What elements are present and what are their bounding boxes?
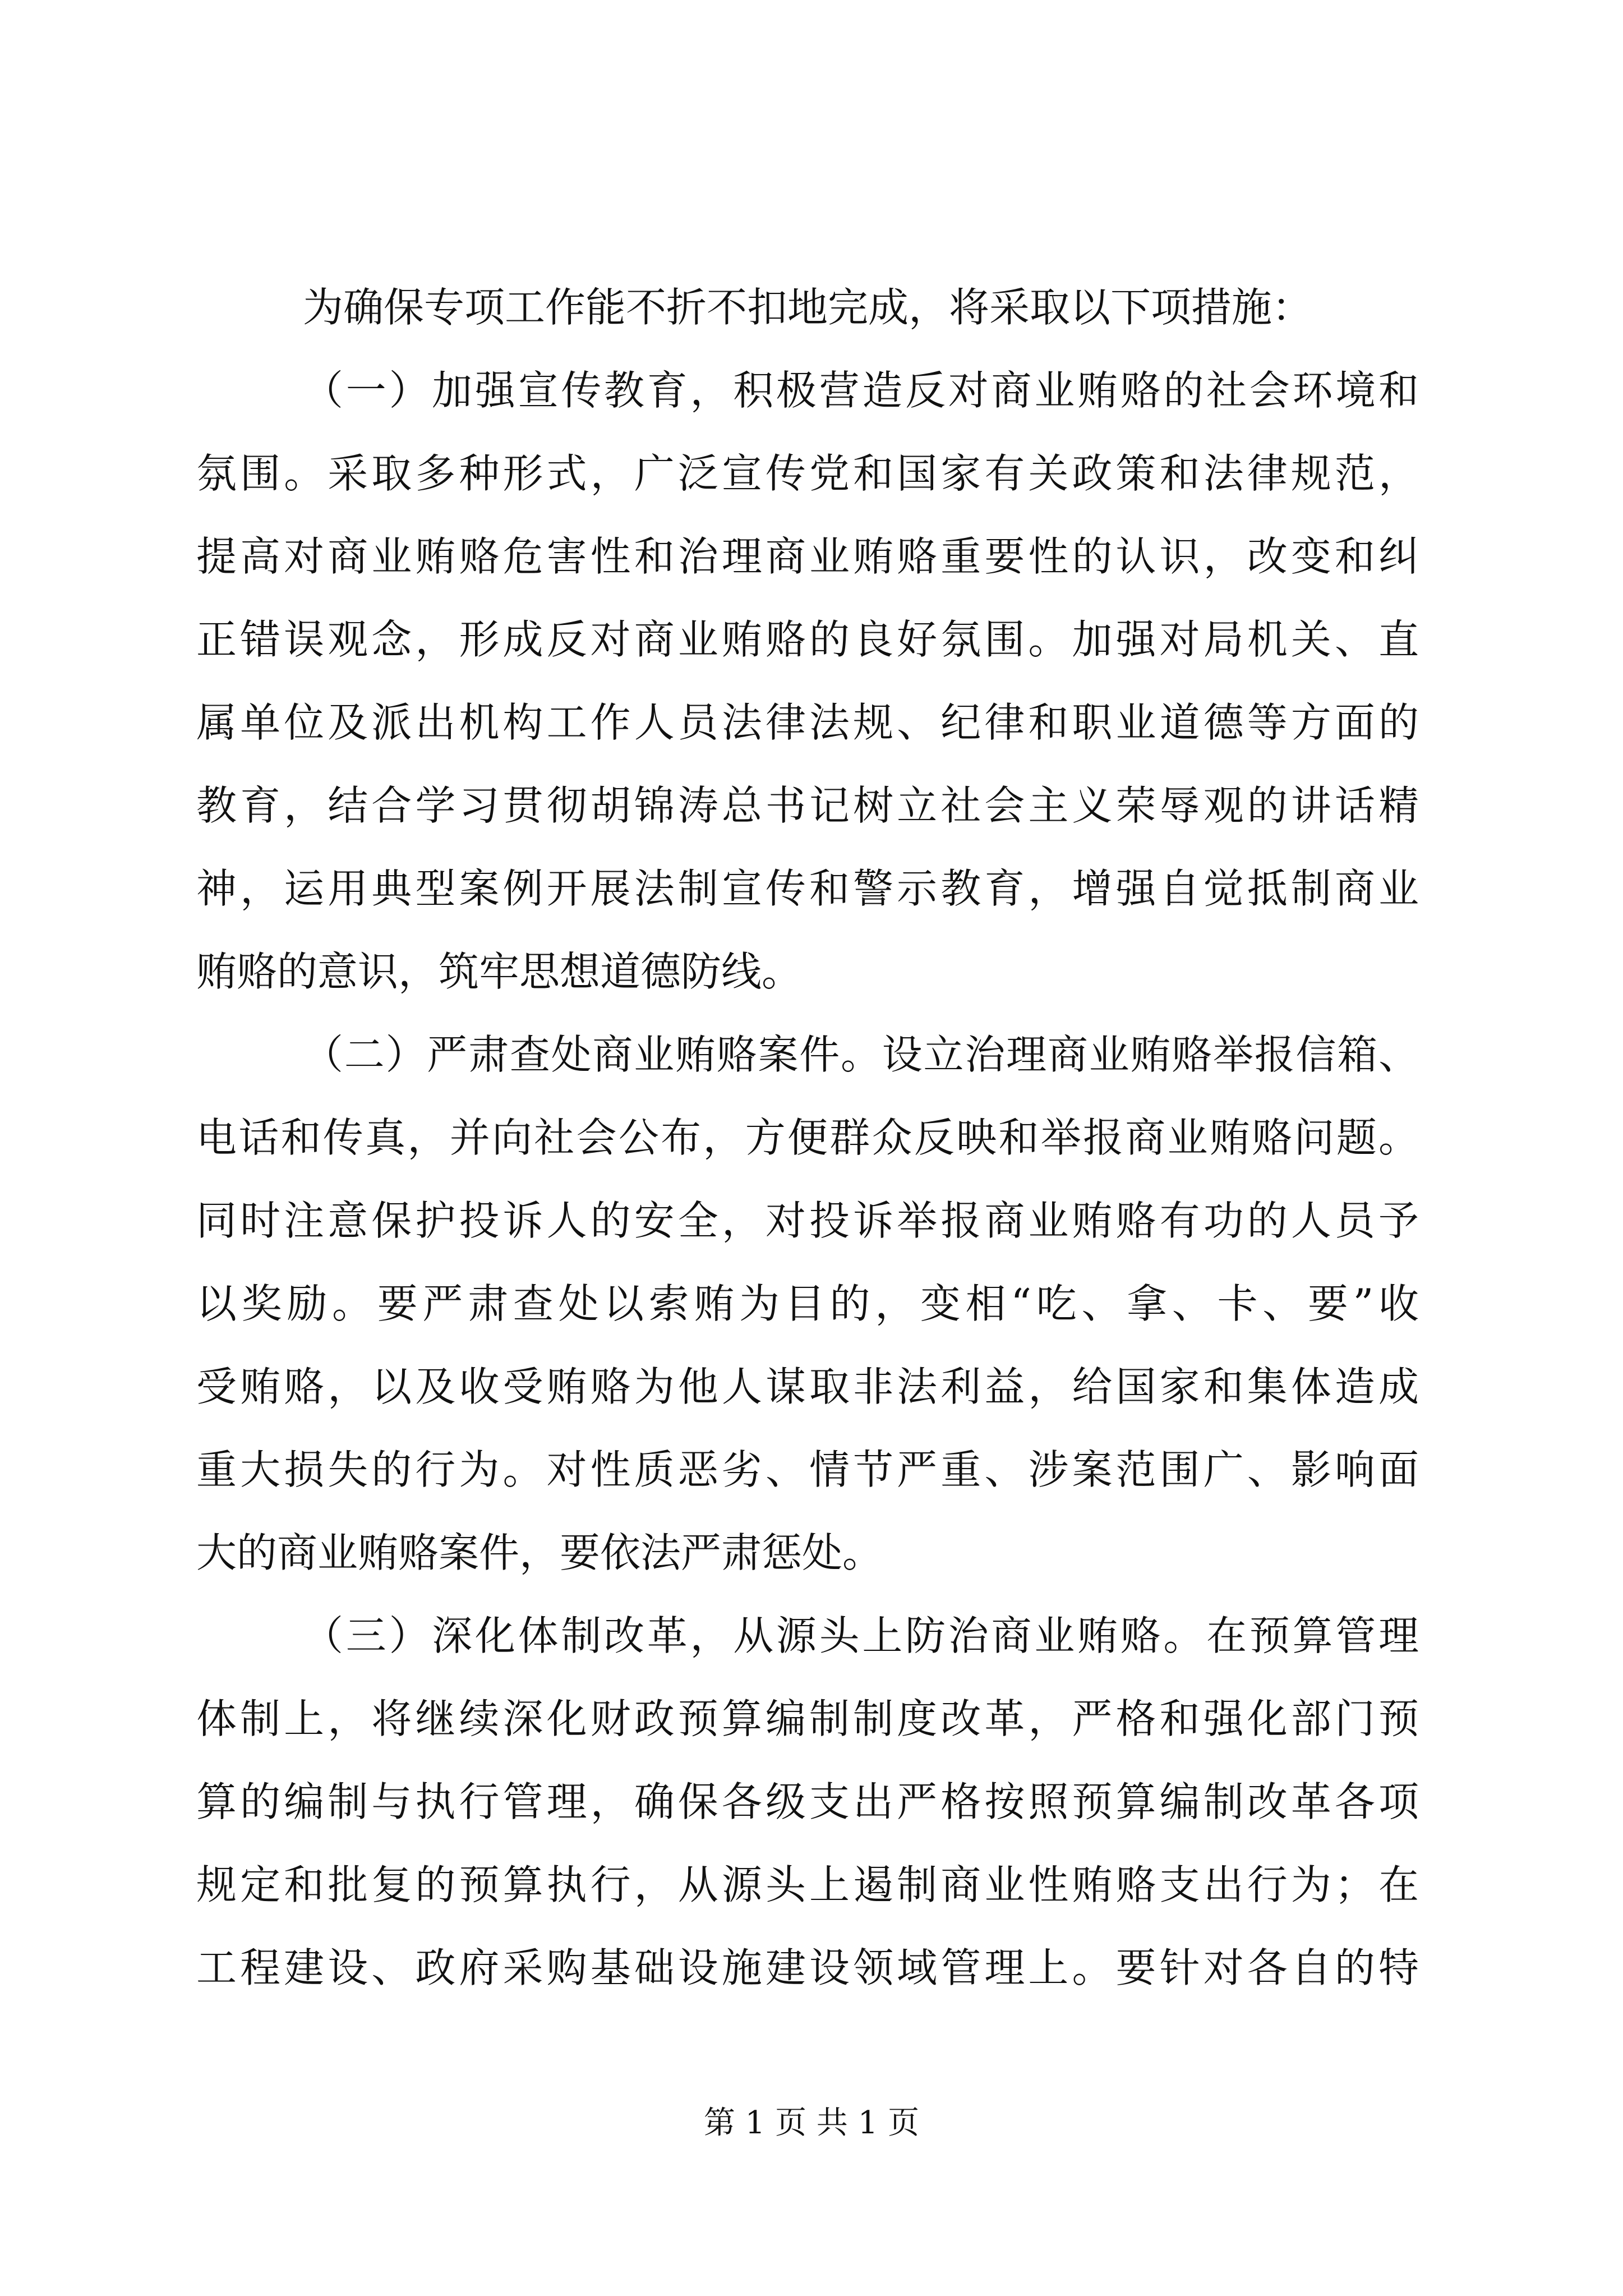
page-footer: 第 1 页 共 1 页 <box>703 2105 920 2141</box>
text-line: （一）加强宣传教育，积极营造反对商业贿赂的社会环境和 <box>303 367 1419 414</box>
text-line: 同时注意保护投诉人的安全，对投诉举报商业贿赂有功的人员予 <box>196 1197 1419 1244</box>
text-line: 工程建设、政府采购基础设施建设领域管理上。要针对各自的特 <box>196 1944 1419 1991</box>
text-line: 体制上，将继续深化财政预算编制制度改革，严格和强化部门预 <box>196 1695 1419 1742</box>
text-line: 为确保专项工作能不折不扣地完成，将采取以下项措施： <box>303 284 1313 331</box>
text-line: （二）严肃查处商业贿赂案件。设立治理商业贿赂举报信箱、 <box>303 1031 1419 1078</box>
text-line: 规定和批复的预算执行，从源头上遏制商业性贿赂支出行为；在 <box>196 1861 1419 1908</box>
text-line: 提高对商业贿赂危害性和治理商业贿赂重要性的认识，改变和纠 <box>196 533 1419 580</box>
text-line: 算的编制与执行管理，确保各级支出严格按照预算编制改革各项 <box>196 1778 1419 1825</box>
text-line: 正错误观念，形成反对商业贿赂的良好氛围。加强对局机关、直 <box>196 616 1419 663</box>
text-line: 重大损失的行为。对性质恶劣、情节严重、涉案范围广、影响面 <box>196 1446 1419 1493</box>
text-line: 贿赂的意识，筑牢思想道德防线。 <box>196 948 803 995</box>
text-line: 大的商业贿赂案件，要依法严肃惩处。 <box>196 1529 883 1576</box>
text-line: 电话和传真，并向社会公布，方便群众反映和举报商业贿赂问题。 <box>196 1114 1419 1161</box>
text-line: 神，运用典型案例开展法制宣传和警示教育，增强自觉抵制商业 <box>196 865 1419 912</box>
text-line: 教育，结合学习贯彻胡锦涛总书记树立社会主义荣辱观的讲话精 <box>196 782 1419 829</box>
text-line: 受贿赂，以及收受贿赂为他人谋取非法利益，给国家和集体造成 <box>196 1363 1419 1410</box>
text-line: （三）深化体制改革，从源头上防治商业贿赂。在预算管理 <box>303 1612 1419 1659</box>
text-line: 氛围。采取多种形式，广泛宣传党和国家有关政策和法律规范， <box>196 450 1419 497</box>
text-line: 属单位及派出机构工作人员法律法规、纪律和职业道德等方面的 <box>196 699 1419 746</box>
text-line: 以奖励。要严肃查处以索贿为目的，变相“吃、拿、卡、要”收 <box>196 1280 1419 1327</box>
